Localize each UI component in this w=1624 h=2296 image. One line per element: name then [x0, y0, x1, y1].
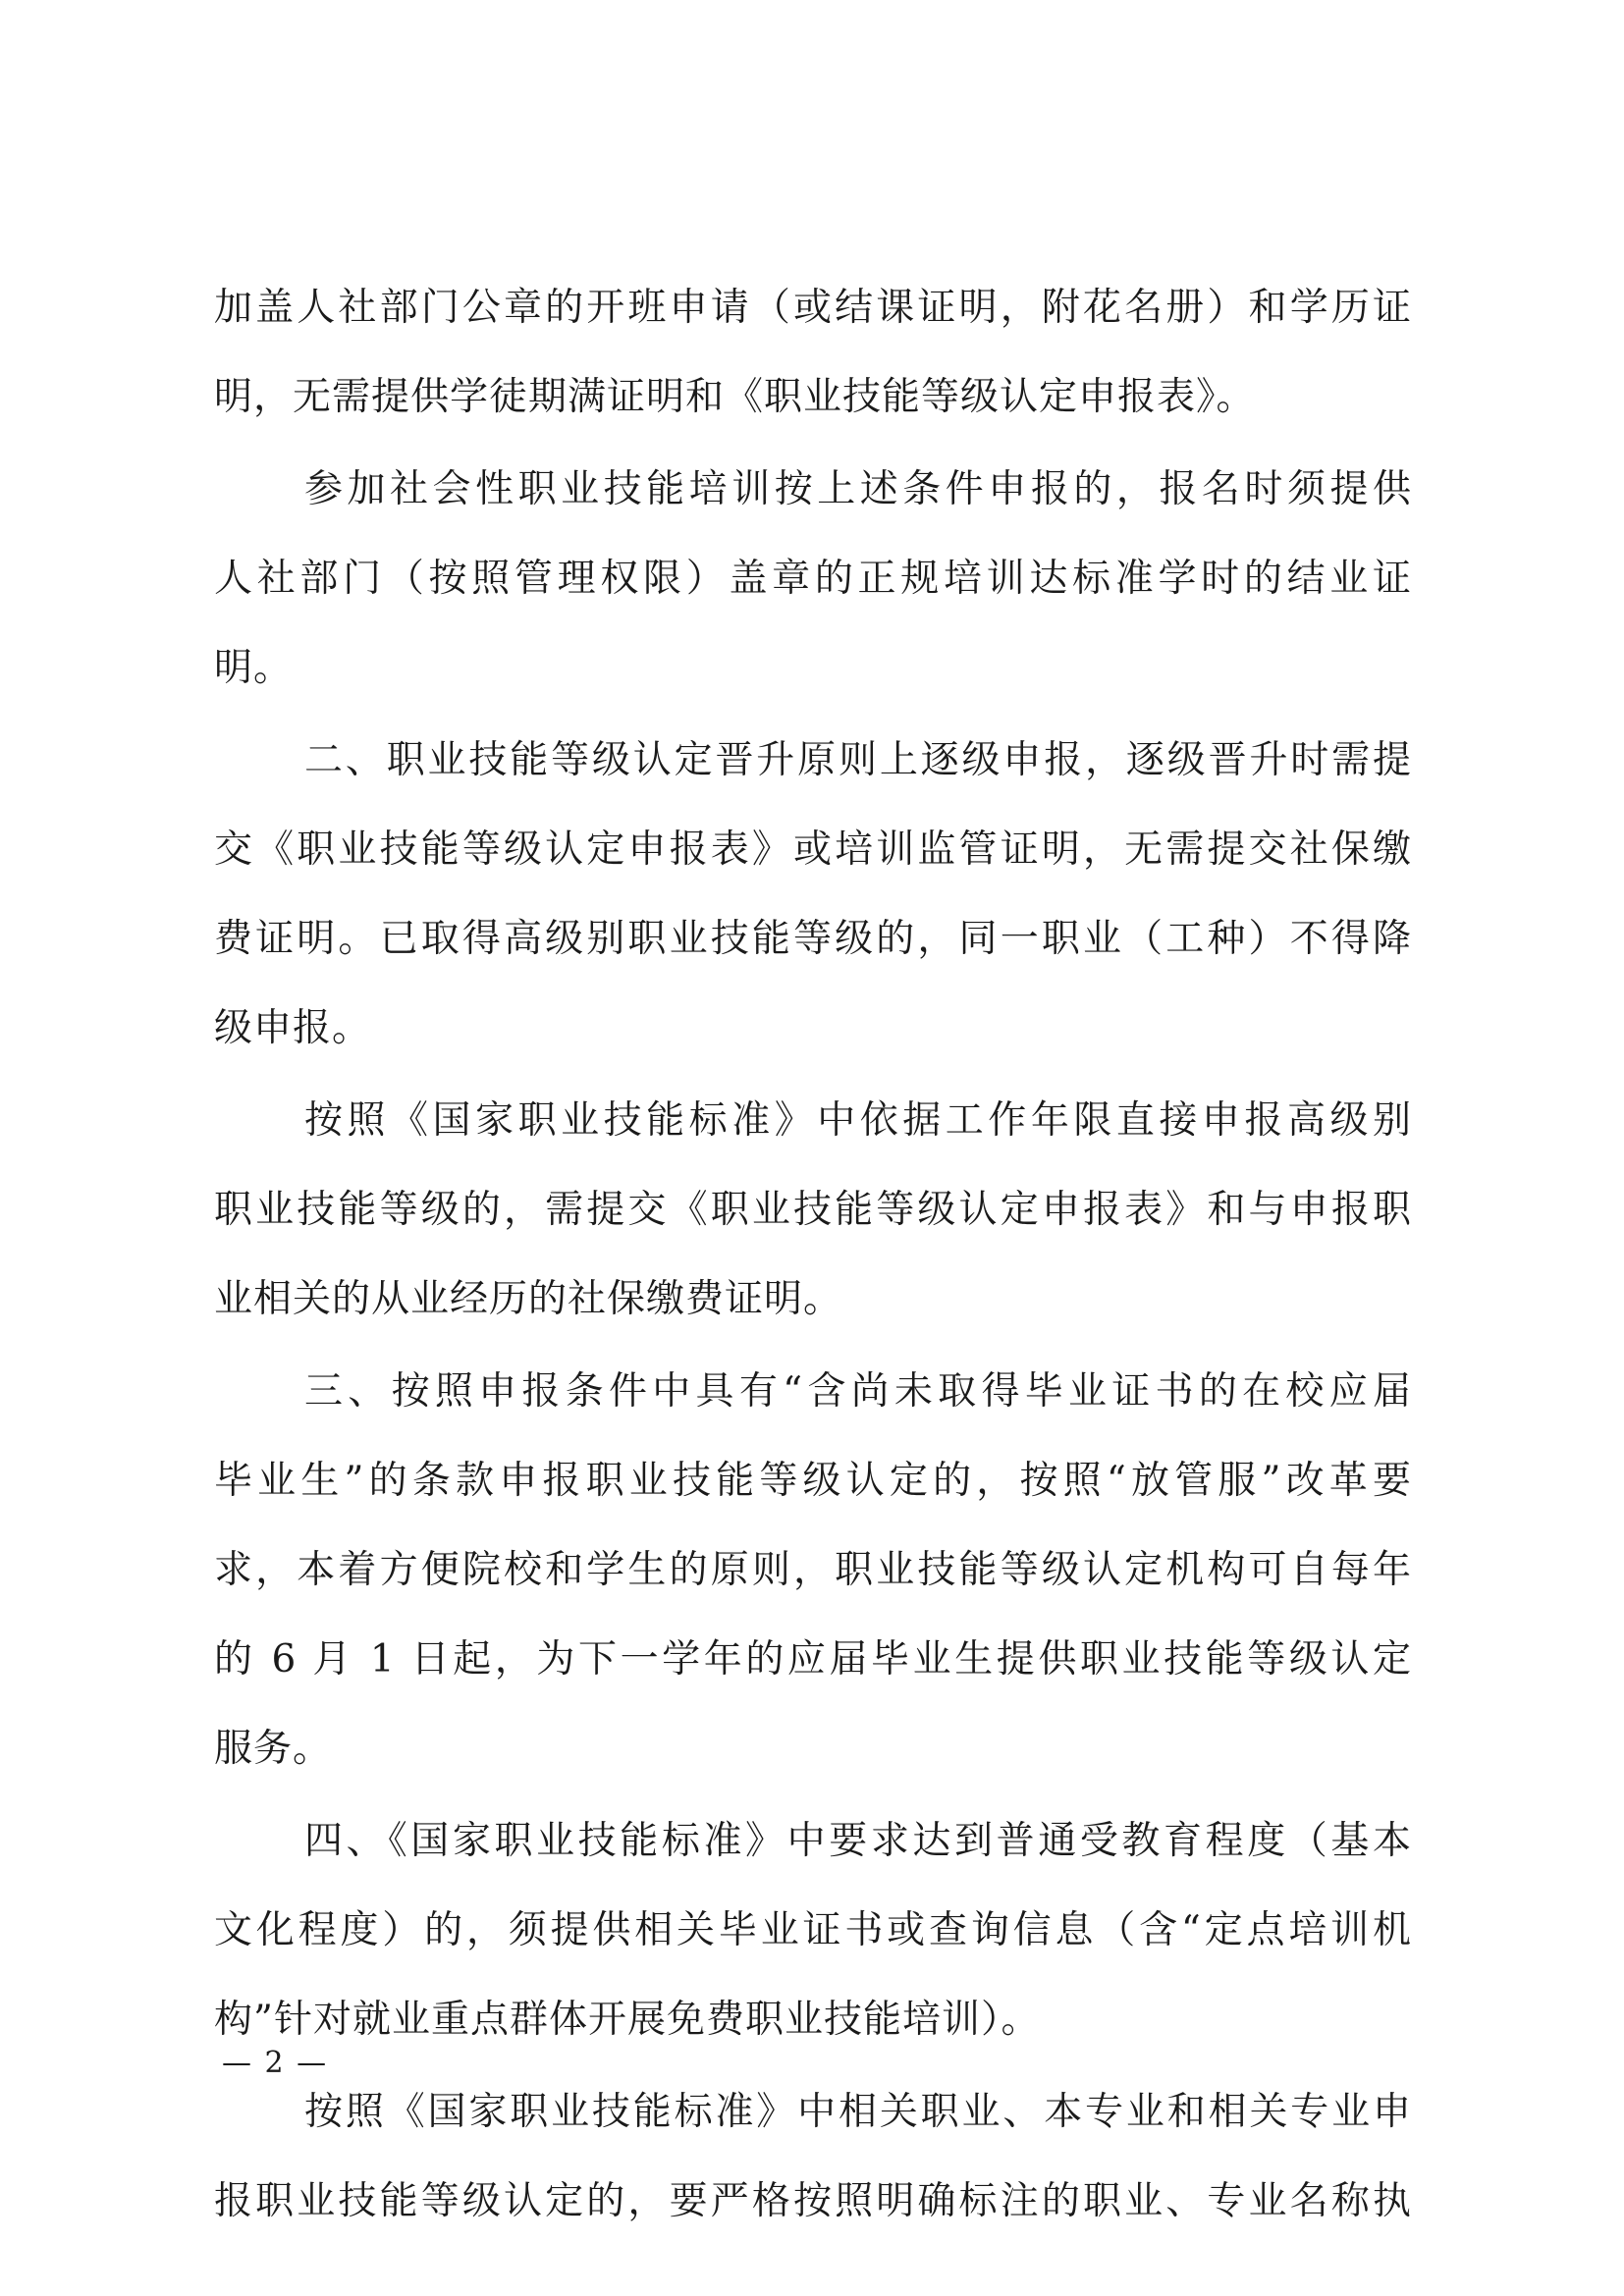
text-line: 级申报。 — [214, 1006, 372, 1050]
text-line: 交《职业技能等级认定申报表》或培训监管证明，无需提交社保缴 — [214, 828, 1412, 872]
text-line: 参加社会性职业技能培训按上述条件申报的，报名时须提供 — [304, 467, 1412, 511]
text-line: 三、按照申报条件中具有“含尚未取得毕业证书的在校应届 — [304, 1369, 1412, 1414]
body-text — [214, 263, 1412, 2246]
text-line: 报职业技能等级认定的，要严格按照明确标注的职业、专业名称执 — [214, 2179, 1412, 2223]
text-line: 构”针对就业重点群体开展免费职业技能培训）。 — [214, 1998, 1041, 2042]
text-line: 按照《国家职业技能标准》中依据工作年限直接申报高级别 — [304, 1098, 1412, 1143]
text-line: 服务。 — [214, 1727, 333, 1771]
text-line: 二、职业技能等级认定晋升原则上逐级申报，逐级晋升时需提 — [304, 738, 1412, 782]
text-line: 毕业生”的条款申报职业技能等级认定的，按照“放管服”改革要 — [214, 1459, 1412, 1503]
text-line: 业相关的从业经历的社保缴费证明。 — [214, 1277, 843, 1321]
text-line: 加盖人社部门公章的开班申请（或结课证明，附花名册）和学历证 — [214, 286, 1412, 330]
text-line: 按照《国家职业技能标准》中相关职业、本专业和相关专业申 — [304, 2090, 1412, 2134]
text-line: 文化程度）的，须提供相关毕业证书或查询信息（含“定点培训机 — [214, 1908, 1412, 1952]
text-line: 的 6 月 1 日起，为下一学年的应届毕业生提供职业技能等级认定 — [214, 1637, 1412, 1682]
text-line: 人社部门（按照管理权限）盖章的正规培训达标准学时的结业证 — [214, 557, 1412, 601]
page-number: — 2 — — [222, 2046, 329, 2080]
text-line: 求，本着方便院校和学生的原则，职业技能等级认定机构可自每年 — [214, 1548, 1412, 1592]
text-line: 费证明。已取得高级别职业技能等级的，同一职业（工种）不得降 — [214, 917, 1412, 961]
text-line: 明，无需提供学徒期满证明和《职业技能等级认定申报表》。 — [214, 375, 1256, 419]
text-line: 四、《国家职业技能标准》中要求达到普通受教育程度（基本 — [304, 1819, 1412, 1863]
text-line: 明。 — [214, 646, 294, 690]
text-line: 职业技能等级的，需提交《职业技能等级认定申报表》和与申报职 — [214, 1188, 1412, 1232]
